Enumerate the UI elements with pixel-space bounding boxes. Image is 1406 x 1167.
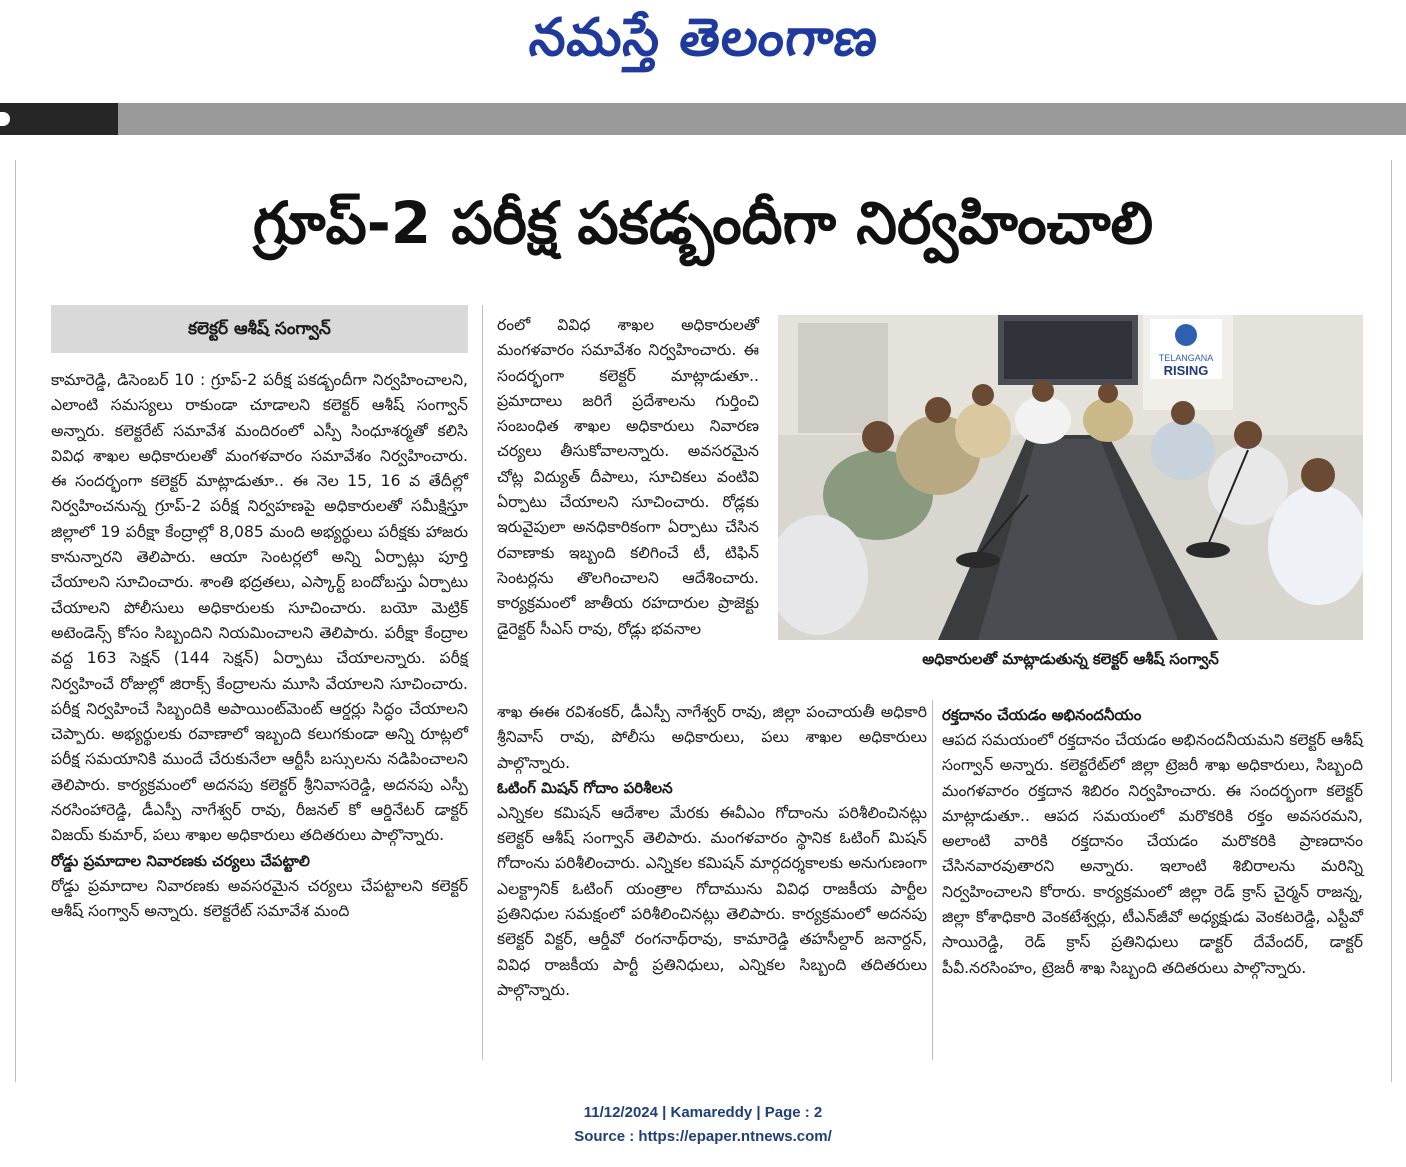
column-2-top — [497, 313, 759, 693]
newspaper-logo: నమస్తే తెలంగాణ — [526, 8, 882, 68]
column-1 — [51, 368, 468, 1060]
byline: కలెక్టర్‌ ఆశీష్‌ సంగ్వాన్‌ — [51, 305, 468, 353]
footer-date-line: 11/12/2024 | Kamareddy | Page : 2 — [583, 1104, 823, 1121]
column-rule — [482, 305, 483, 1060]
subhead-evm: ఓటింగ్‌ మిషన్‌ గోదాం పరిశీలన — [497, 778, 673, 797]
banner-line-1: TELANGANA — [1158, 353, 1214, 363]
band-left-block — [0, 103, 118, 135]
subhead-blood-donation: రక్తదానం చేయడం అభినందనీయం — [942, 706, 1142, 724]
meeting-photo — [778, 315, 1363, 640]
body-paragraph: ఎన్నికల కమిషన్‌ ఆదేశాల మేరకు ఈవీఎం గోదాంను పరిశీలించినట్లు కలెక్టర్‌ ఆశీష్‌ సంగ్వాన్‌ తెలిపారు. మంగళవారం స్థానిక ఓటింగ్‌ మిషన్‌ గోదాంను పరిశీలించారు. ఎన్నికల కమిషన్‌ మార్గదర్శకాలకు అనుగుణంగా ఎలక్ట్రానిక్‌ ఓటింగ్‌ యంత్రాల గోదామును వివిధ రాజకీయ పార్టీల ప్రతినిధుల సమక్షంలో పరిశీలించినట్లు తెలిపారు. కార్యక్రమంలో అదనపు కలెక్టర్‌ విక్టర్‌, ఆర్డీవో రంగనాథ్‌రావు, కామారెడ్డి తహసీల్దార్‌ జనార్దన్‌, వివిధ రాజకీయ పార్టీ ప్రతినిధులు, ఎన్నికల సిబ్బంది తదితరులు పాల్గొన్నారు. — [497, 803, 927, 999]
meeting-photo-illustration — [778, 315, 1363, 640]
footer-source-line: Source : https://epaper.ntnews.com/ — [574, 1128, 832, 1145]
article-headline: గ్రూప్‌-2 పరీక్ష పకడ్బందీగా నిర్వహించాలి — [252, 189, 1154, 257]
masthead — [0, 0, 1406, 100]
photo-caption: అధికారులతో మాట్లాడుతున్న కలెక్టర్‌ ఆశీష్‌ సంగ్వాన్‌ — [922, 650, 1219, 668]
subhead-roads: రోడ్డు ప్రమాదాల నివారణకు చర్యలు చేపట్టాలి — [51, 851, 310, 870]
column-3 — [942, 703, 1363, 1060]
body-paragraph: కామారెడ్డి, డిసెంబర్‌ 10 : గ్రూప్‌-2 పరీక్ష పకడ్బందీగా నిర్వహించాలని, ఎలాంటి సమస్యలు రాకుండా చూడాలని కలెక్టర్‌ ఆశీష్‌ సంగ్వాన్‌ అన్నారు. కలెక్టరేట్‌ సమావేశ మందిరంలో ఎస్పీ సింధూశర్మతో కలిసి వివిధ శాఖల అధికారులతో మంగళవారం సమావేశం నిర్వహించారు. ఈ సందర్భంగా కలెక్టర్‌ మాట్లాడుతూ.. ఈ నెల 15, 16 వ తేదీల్లో నిర్వహించనున్న గ్రూప్‌-2 పరీక్ష నిర్వహణపై అధికారులతో సమీక్షిస్తూ జిల్లాలో 19 పరీక్షా కేంద్రాల్లో 8,085 మంది అభ్యర్థులు పరీక్షకు హాజరు కానున్నారని తెలిపారు. ఆయా సెంటర్లలో అన్ని ఏర్పాట్లు పూర్తి చేయాలని సూచించారు. శాంతి భద్రతలు, ఎస్కార్ట్‌ బందోబస్తు ఏర్పాటు చేయాలని పోలీసులు అధికారులకు సూచించారు. బయో మెట్రిక్‌ అటెండెన్స్‌ కోసం సిబ్బందిని నియమించాలని తెలిపారు. పరీక్షా కేంద్రాల వద్ద 163 సెక్షన్‌ (144 సెక్షన్‌) ఏర్పాటు చేయాలన్నారు. పరీక్ష నిర్వహించే రోజుల్లో జిరాక్స్‌ కేంద్రాలను మూసి వేయాలని సూచించారు. పరీక్ష నిర్వహించే సిబ్బందికి అపాయింట్‌మెంట్‌ ఆర్డర్లు సిద్ధం చేయాలని చెప్పారు. అభ్యర్థులకు రవాణాలో ఇబ్బంది కలుగకుండా అన్ని రూట్లలో పరీక్ష సమయానికి ముందే చేరుకునేలా ఆర్టీసీ బస్సులను నడిపించాలని తెలిపారు. కార్యక్రమంలో అదనపు కలెక్టర్‌ శ్రీనివాసరెడ్డి, అదనపు ఎస్పీ నరసింహారెడ్డి, డీఎస్పీ నాగేశ్వర్‌ రావు, రీజనల్‌ కో ఆర్డినేటర్‌ డాక్టర్‌ విజయ్‌ కుమార్‌, పలు శాఖల అధికారులు తదితరులు పాల్గొన్నారు. — [51, 371, 468, 845]
body-paragraph: రోడ్డు ప్రమాదాల నివారణకు అవసరమైన చర్యలు చేపట్టాలని కలెక్టర్‌ ఆశీష్‌ సంగ్వాన్‌ అన్నారు. కలెక్టరేట్‌ సమావేశ మంది — [51, 876, 468, 920]
page-band — [0, 103, 1406, 135]
body-paragraph: రంలో వివిధ శాఖల అధికారులతో మంగళవారం సమావేశం నిర్వహించారు. ఈ సందర్భంగా కలెక్టర్‌ మాట్లాడుతూ.. ప్రమాదాలు జరిగే ప్రదేశాలను గుర్తించి సంబంధిత శాఖల అధికారులు నివారణ చర్యలు తీసుకోవాలన్నారు. అవసరమైన చోట్ల విద్యుత్‌ దీపాలు, సూచికలు వంటివి ఏర్పాటు చేయాలని సూచించారు. రోడ్లకు ఇరువైపులా అనధికారికంగా ఏర్పాటు చేసిన రవాణాకు ఇబ్బంది కలిగించే టీ, టిఫిన్‌ సెంటర్లను తొలగించాలని ఆదేశించారు. కార్యక్రమంలో జాతీయ రహదారుల ప్రాజెక్టు డైరెక్టర్‌ సీఎస్‌ రావు, రోడ్లు భవనాల — [497, 316, 759, 638]
banner-line-2: RISING — [1163, 363, 1209, 378]
column-2-bottom — [497, 700, 927, 1060]
column-rule — [932, 700, 933, 1060]
body-paragraph: శాఖ ఈఈ రవిశంకర్‌, డీఎస్పీ నాగేశ్వర్‌ రావు, జిల్లా పంచాయతీ అధికారి శ్రీనివాస్‌ రావు, పోలీసు అధికారులు, పలు శాఖల అధికారులు పాల్గొన్నారు. — [497, 703, 927, 772]
body-paragraph: ఆపద సమయంలో రక్తదానం చేయడం అభినందనీయమని కలెక్టర్‌ ఆశీష్‌ సంగ్వాన్‌ అన్నారు. కలెక్టరేట్‌లో జిల్లా ట్రెజరీ శాఖ అధికారులు, సిబ్బంది మంగళవారం రక్తదాన శిబిరం నిర్వహించారు. ఈ సందర్భంగా కలెక్టర్‌ మాట్లాడుతూ.. ఆపద సమయంలో మరొకరికి రక్తం అవసరమని, అలాంటి వారికి రక్తదానం చేయడం మరొకరికి ప్రాణదానం చేసినవారవుతారని అన్నారు. ఇలాంటి శిబిరాలను మరిన్ని నిర్వహించాలని కోరారు. కార్యక్రమంలో జిల్లా రెడ్‌ క్రాస్‌ చైర్మన్‌ రాజన్న, జిల్లా కోశాధికారి వెంకటేశ్వర్లు, టీఎన్‌జీవో అధ్యక్షుడు వెంకటరెడ్డి, ఎస్టీవో సాయిరెడ్డి, రెడ్‌ క్రాస్‌ ప్రతినిధులు డాక్టర్‌ దేవేందర్‌, డాక్టర్‌ పీవీ.నరసింహం, ట్రెజరీ శాఖ సిబ్బంది తదితరులు పాల్గొన్నారు. — [942, 731, 1363, 977]
